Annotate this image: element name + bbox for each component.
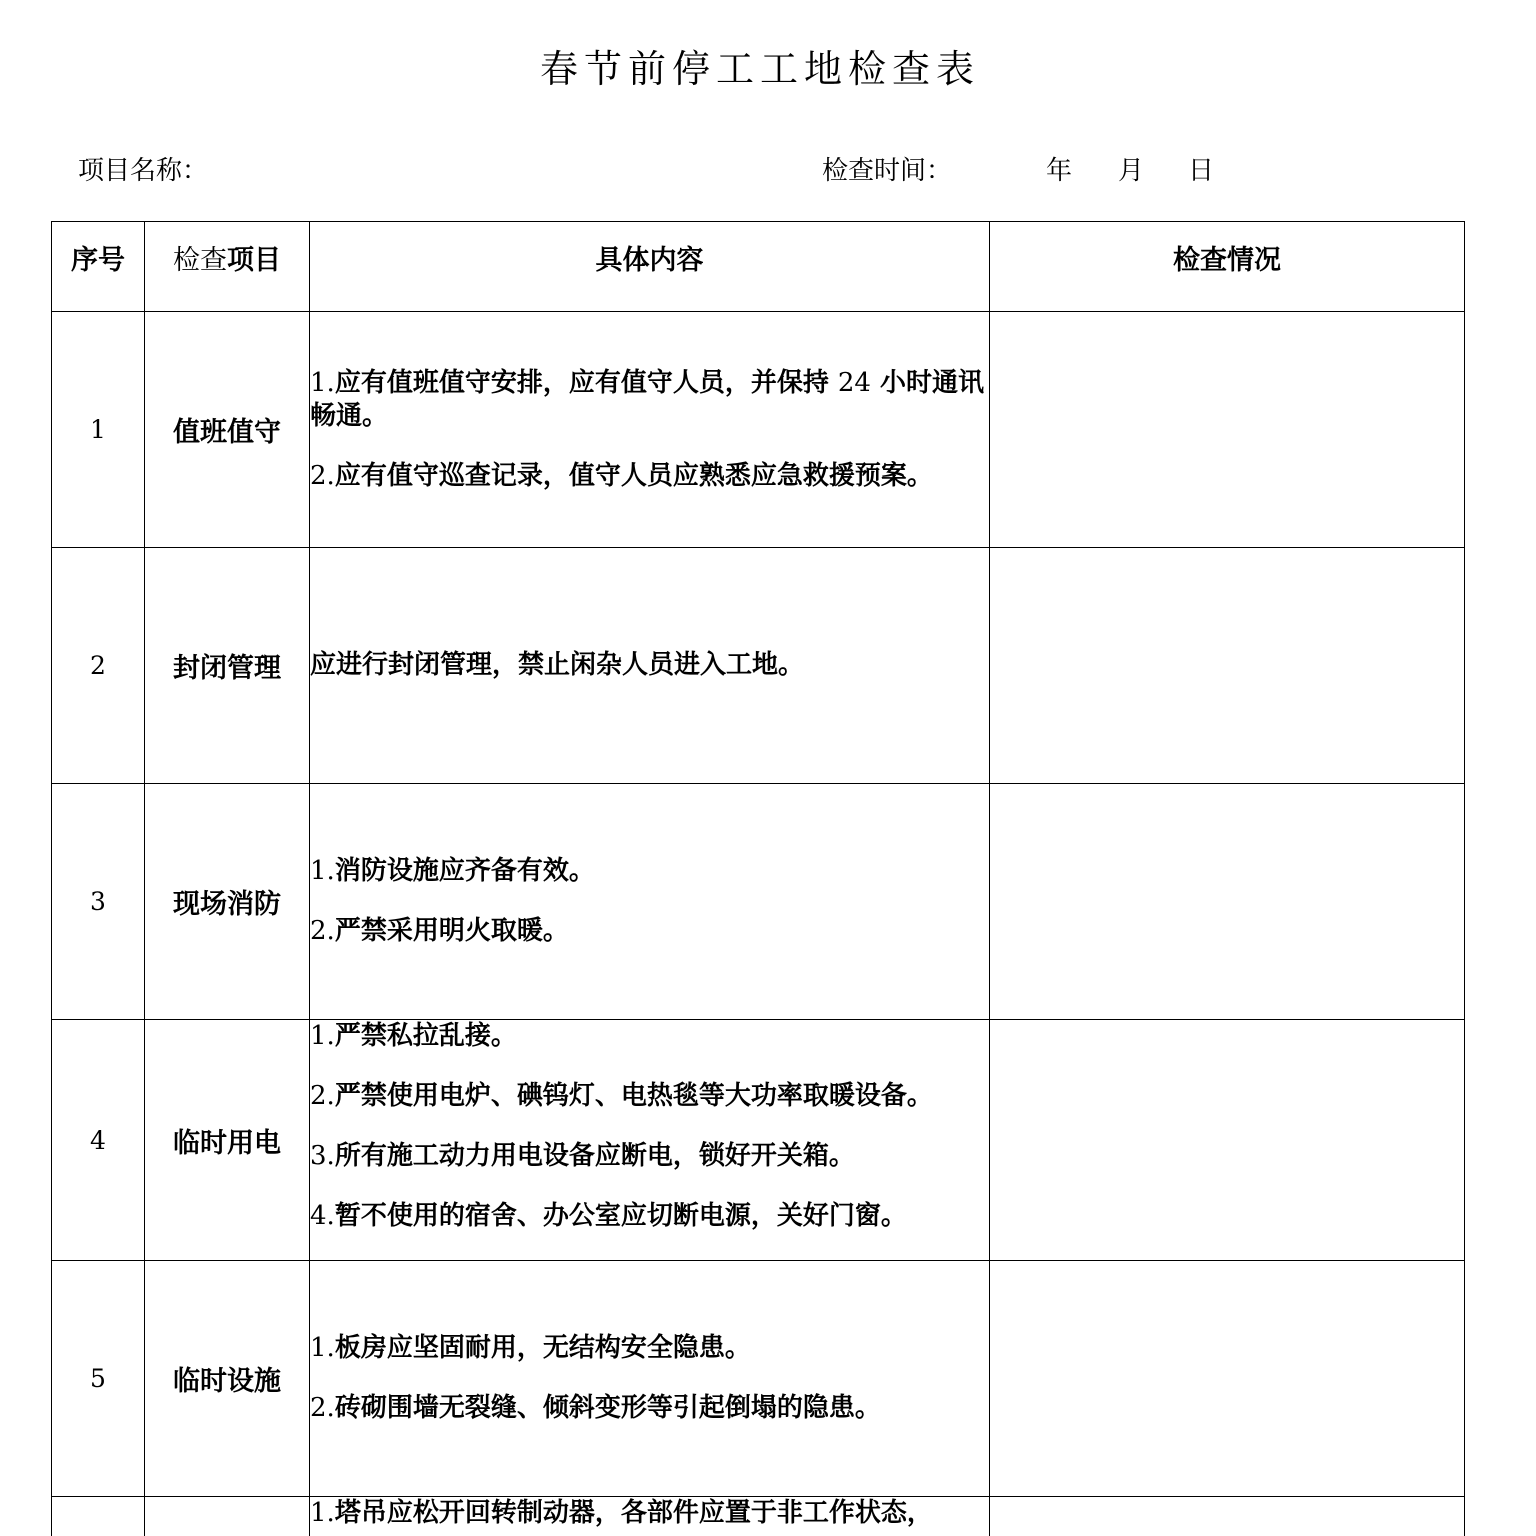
row-seq: 3 — [52, 784, 145, 1020]
inspection-table — [51, 221, 1465, 1536]
table-row — [52, 1020, 1465, 1261]
row-seq: 5 — [52, 1261, 145, 1497]
row-status-cell[interactable] — [990, 312, 1465, 548]
line-text: 应进行封闭管理，禁止闲杂人员进入工地。 — [310, 650, 805, 680]
content-line — [310, 1200, 989, 1233]
line-number: 1. — [310, 1021, 335, 1051]
row-content — [310, 784, 990, 1020]
line-number: 2. — [310, 916, 335, 946]
row-content — [310, 548, 990, 784]
row-item: 临时用电 — [145, 1020, 310, 1261]
line-text: 应有值守巡查记录，值守人员应熟悉应急救援预案。 — [334, 460, 933, 491]
content-line — [310, 1332, 989, 1365]
line-number-inline: 24 — [837, 367, 871, 398]
table-row — [52, 312, 1465, 548]
line-text: 砖砌围墙无裂缝、倾斜变形等引起倒塌的隐患。 — [334, 1393, 881, 1423]
line-text: 应有值班值守安排，应有值守人员，并保持 — [334, 367, 829, 398]
row-item: 现场消防 — [145, 784, 310, 1020]
content-line — [310, 1020, 989, 1053]
table-row — [52, 1261, 1465, 1497]
table-header-row — [52, 222, 1465, 312]
table-row — [52, 1497, 1465, 1536]
header-item — [145, 222, 310, 312]
content-line — [310, 1080, 989, 1113]
row-status-cell[interactable] — [990, 548, 1465, 784]
content-line — [310, 1140, 989, 1173]
line-number: 2. — [310, 460, 335, 491]
line-text: 严禁私拉乱接。 — [334, 1021, 517, 1051]
document-title: 春节前停工工地检查表 — [539, 47, 980, 91]
row-seq: 1 — [52, 312, 145, 548]
month-label: 月 — [1118, 156, 1145, 186]
row-content — [310, 312, 990, 548]
line-number: 2. — [310, 1081, 335, 1111]
line-number: 1. — [310, 856, 335, 886]
line-number: 1. — [310, 1333, 335, 1363]
row-seq: 2 — [52, 548, 145, 784]
year-label: 年 — [1046, 156, 1073, 186]
line-text: 暂不使用的宿舍、办公室应切断电源，关好门窗。 — [334, 1201, 907, 1231]
line-text: 严禁使用电炉、碘钨灯、电热毯等大功率取暖设备。 — [334, 1081, 933, 1111]
row-item: 值班值守 — [145, 312, 310, 548]
line-text: 严禁采用明火取暖。 — [334, 916, 569, 946]
content-line — [310, 460, 989, 493]
row-seq — [52, 1497, 145, 1536]
content-line — [310, 1497, 989, 1530]
row-item: 临时设施 — [145, 1261, 310, 1497]
content-line — [310, 367, 989, 433]
line-number: 1. — [310, 1498, 335, 1528]
row-item: 封闭管理 — [145, 548, 310, 784]
row-status-cell[interactable] — [990, 1497, 1465, 1536]
table-row — [52, 548, 1465, 784]
project-name-label: 项目名称： — [78, 156, 209, 186]
header-status: 检查情况 — [990, 222, 1465, 312]
row-status-cell[interactable] — [990, 1020, 1465, 1261]
line-number: 2. — [310, 1393, 335, 1423]
row-seq: 4 — [52, 1020, 145, 1261]
header-item-light: 检查 — [173, 245, 227, 276]
line-text: 所有施工动力用电设备应断电，锁好开关箱。 — [334, 1141, 855, 1171]
content-line — [310, 915, 989, 948]
header-seq: 序号 — [52, 222, 145, 312]
inspection-date-label: 检查时间： — [822, 156, 953, 186]
line-text: 消防设施应齐备有效。 — [334, 856, 595, 886]
header-item-bold: 项目 — [227, 245, 281, 276]
row-content — [310, 1497, 990, 1536]
content-line — [310, 1392, 989, 1425]
row-content — [310, 1020, 990, 1261]
row-item — [145, 1497, 310, 1536]
line-text-continued: 小时通讯畅通。 — [310, 367, 985, 431]
line-number: 4. — [310, 1201, 335, 1231]
content-line — [310, 855, 989, 888]
row-status-cell[interactable] — [990, 1261, 1465, 1497]
line-text: 板房应坚固耐用，无结构安全隐患。 — [334, 1333, 751, 1363]
line-number: 1. — [310, 367, 335, 398]
line-text: 塔吊应松开回转制动器，各部件应置于非工作状态， — [334, 1498, 933, 1528]
row-status-cell[interactable] — [990, 784, 1465, 1020]
line-number: 3. — [310, 1141, 335, 1171]
row-content — [310, 1261, 990, 1497]
day-label: 日 — [1188, 156, 1215, 186]
table-row — [52, 784, 1465, 1020]
content-line — [310, 649, 989, 682]
header-content: 具体内容 — [310, 222, 990, 312]
